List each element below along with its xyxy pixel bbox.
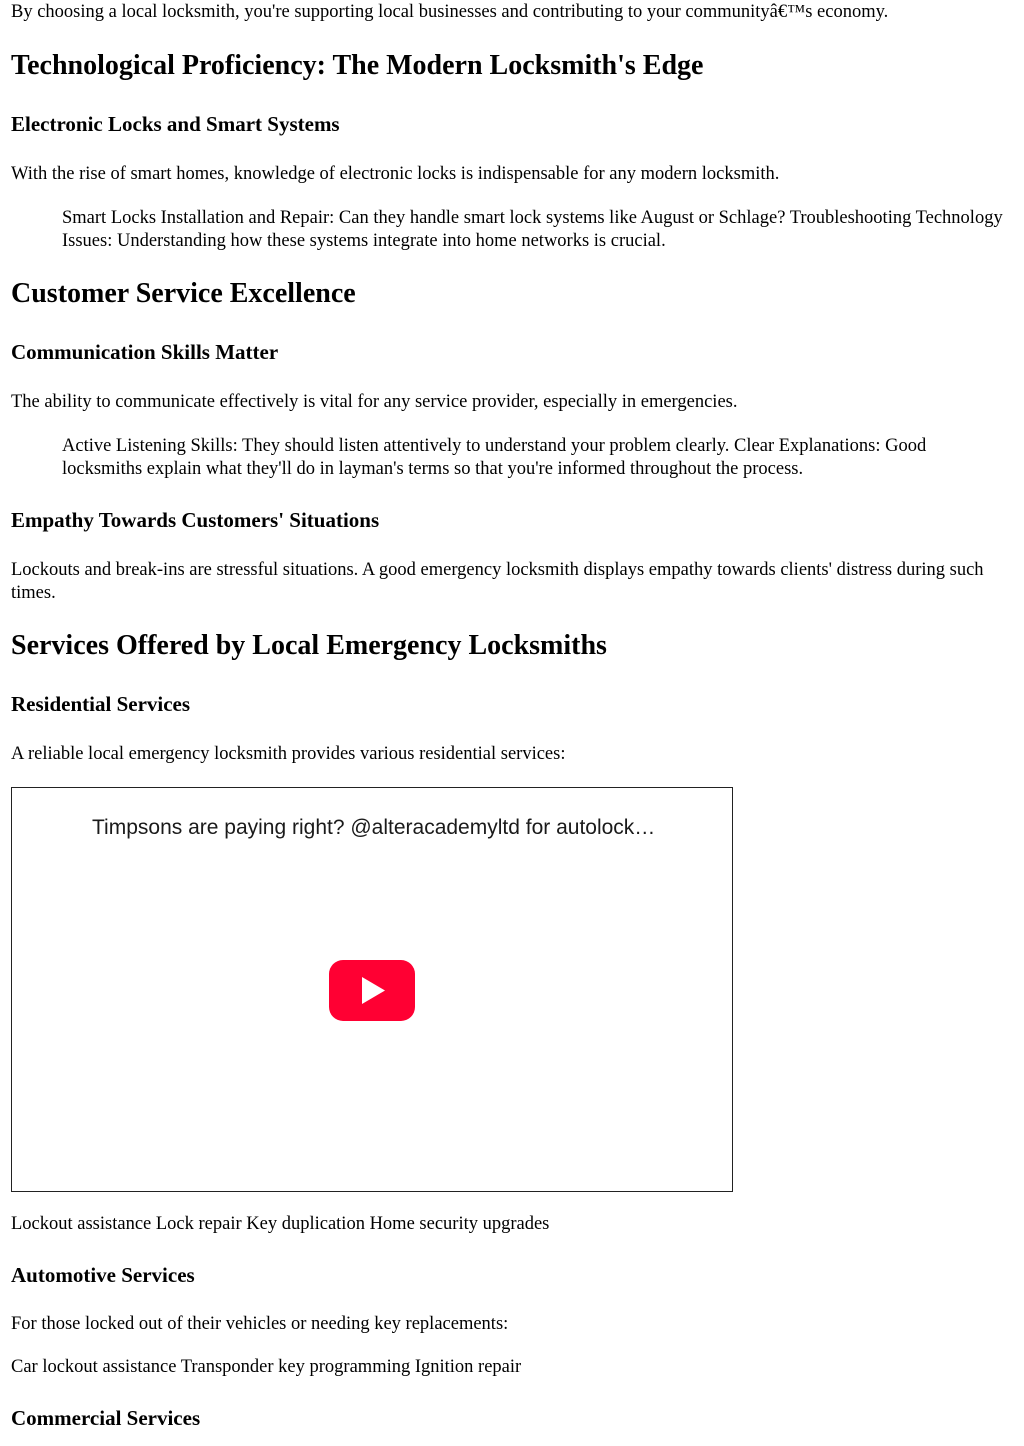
automotive-paragraph: For those locked out of their vehicles or needing key replacements:	[11, 1314, 509, 1334]
electronic-locks-paragraph: With the rise of smart homes, knowledge of electronic locks is indispensable for any modern locksmith.	[11, 164, 780, 184]
youtube-play-icon[interactable]	[329, 960, 415, 1021]
residential-paragraph: A reliable local emergency locksmith provides various residential services:	[11, 744, 566, 764]
automotive-services-list: Car lockout assistance Transponder key programming Ignition repair	[11, 1357, 522, 1377]
empathy-heading: Empathy Towards Customers' Situations	[11, 508, 380, 532]
intro-paragraph: By choosing a local locksmith, you're supporting local businesses and contributing to your communityâ€™s economy.	[11, 2, 889, 22]
customer-service-heading: Customer Service Excellence	[11, 278, 356, 309]
video-title[interactable]: Timpsons are paying right? @alteracademyltd for autolock…	[92, 816, 656, 839]
residential-services-list: Lockout assistance Lock repair Key duplication Home security upgrades	[11, 1214, 550, 1234]
youtube-video-embed[interactable]	[11, 787, 733, 1192]
communication-paragraph: The ability to communicate effectively is vital for any service provider, especially in emergencies.	[11, 392, 738, 412]
empathy-paragraph: Lockouts and break-ins are stressful situations. A good emergency locksmith displays empathy towards clients' distress during such times.	[11, 560, 984, 603]
smart-locks-quote: Smart Locks Installation and Repair: Can they handle smart lock systems like August or Schlage? Troubleshooting Technology Issues: Understanding how these systems integrate into home networks is crucial.	[62, 208, 1003, 251]
tech-heading: Technological Proficiency: The Modern Locksmith's Edge	[11, 50, 704, 81]
services-heading: Services Offered by Local Emergency Locksmiths	[11, 630, 607, 661]
electronic-locks-heading: Electronic Locks and Smart Systems	[11, 112, 340, 136]
residential-heading: Residential Services	[11, 692, 191, 716]
commercial-heading: Commercial Services	[11, 1406, 201, 1430]
automotive-heading: Automotive Services	[11, 1263, 195, 1287]
communication-heading: Communication Skills Matter	[11, 340, 279, 364]
communication-quote: Active Listening Skills: They should listen attentively to understand your problem clearly. Clear Explanations: Good locksmiths explain what they'll do in layman's terms so that you're informed throughout the process.	[62, 436, 927, 479]
